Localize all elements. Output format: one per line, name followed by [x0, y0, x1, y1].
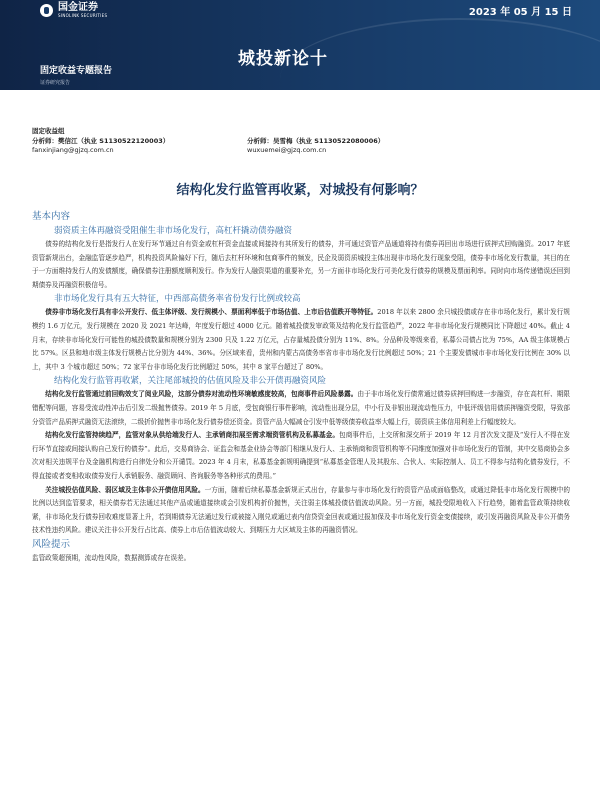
header-banner: [0, 0, 600, 90]
paragraph-4-lead: 结构化发行监管持续趋严，监管对象从供给端发行人、主承销商扣展至需求端资管机构及私募基金。: [45, 431, 340, 440]
logo-name-cn: 国金证券: [58, 1, 98, 13]
paragraph-2-lead: 债券非市场化发行具有非公开发行、低主体评级、发行规模小、票面利率低于市场估值、上市后估值跌开等特征。: [45, 308, 378, 317]
logo-name-en: SINOLINK SECURITIES: [58, 12, 108, 18]
paragraph-5-lead: 关注城投估值风险、弱区域及主体非公开债信用风险。: [45, 485, 205, 494]
report-subtype: 证券研究报告: [40, 80, 71, 86]
section-heading-basic: 基本内容: [32, 211, 71, 222]
logo-icon: [40, 4, 53, 17]
section-heading-risk: 风险提示: [32, 538, 71, 550]
series-title: 城投新论十: [238, 49, 328, 69]
subheading-2: 非市场化发行具有五大特征，中西部高债务率省份发行比例或较高: [54, 294, 301, 305]
subheading-3: 结构化发行监管再收紧，关注尾部城投的估值风险及非公开债再融资风险: [54, 376, 327, 387]
paragraph-5: [32, 484, 570, 538]
report-body: [32, 210, 570, 565]
paragraph-2-text: 2018 年以来 2800 余只城投债或存在非市场化发行，累计发行规模约 1.6 万亿元，发行规模在 2020 及 2021 年达峰，年度发行超过 4000 亿元。随着城投债发审政策及结构化发行监管趋严，2022 年非市场化发行规模同比下降超过 40%。截止 4 月末，存续非市场化发行可能性的城投债数量和规模分别为 2300 只及 1.22 万亿元，占存量城投债分别为 11%、8%。分品种及等级来看，私募公司债占比为 75%，AA 级主体规模占比 57%。区县和地市级主体发行规模占比分别为 44%、36%。分区域来看，贵州和内蒙古高债务率省市非市场化发行比例超过 50%；21 个主要发债城市非市场化发行比例在 30% 以上，其中 3 个城市超过 50%；72 家平台非市场化发行比例超过 50%，其中 8 家平台超过了 80%。: [32, 308, 570, 371]
analyst-2: 分析师：吴雪梅（执业 S1130522080006）: [247, 136, 385, 145]
report-title: 结构化发行监管再收紧，对城投有何影响？: [176, 183, 424, 198]
paragraph-2: [32, 306, 570, 374]
paragraph-3-lead: 结构化发行监管通过前回购效支了阅业风险，这部分债券对流动性环境敏感度较高，包商事件后风险暴露。: [45, 390, 358, 399]
group-label: 固定收益组: [32, 127, 65, 135]
report-date: 2023 年 05 月 15 日: [468, 7, 572, 18]
paragraph-4: [32, 429, 570, 483]
paragraph-3: [32, 388, 570, 429]
paragraph-1: 债券的结构化发行是指发行人在发行环节通过自有资金或杠杆资金直接或间接持有其所发行的债券，并可通过资管产品通道将持有债券再回出市场进行质押式回购融资。2017 年底资管新规出台，金融监管逐步趋严，机构投资风险偏好下行，随后去杠杆环境和包商事件的频发，民企及弱资质城投主体出现非市场化发行现象受阻，债券非市场化发行数量，其目的在于一方面维持发行人的发债额度，确保债券注册额度顺利发行。作为发行人融资渠道的重要补充，另一方面非市场化发行可美化发行债券的规模及票面利率。同时向市场传递错误还回到期债券及再融资积极信号。: [32, 240, 570, 289]
analyst-1-email[interactable]: fanxinjiang@gjzq.com.cn: [32, 146, 114, 154]
analyst-2-email[interactable]: wuxuemei@gjzq.com.cn: [247, 146, 327, 154]
paragraph-3-text: 由于非市场化发行债常通过债券质押回购进一步融资，存在高杠杆、期限错配等问题，容易受流动性冲击后引发二级抛售债券。2019 年 5 月底，受包商银行事件影响，流动性出现分层，中小行及非银出现流动性压力，中低评级信用债质押融资受限，导致部分资管产品质押式融资无法滚续，二级折价抛售非市场化发行债券偿还资金。资管产品大幅减仓引发中低等级债券收益率大幅上行，弱资质主体信用利差上行幅度较大。: [32, 390, 571, 426]
analyst-info: [32, 127, 572, 156]
subheading-1: 弱资质主体再融资受阻催生非市场化发行，高杠杆撬动债券融资: [54, 226, 293, 236]
report-type: 固定收益专题报告: [40, 66, 113, 76]
analyst-1: 分析师：樊信江（执业 S1130522120003）: [32, 136, 170, 145]
company-logo: [40, 0, 107, 20]
paragraph-4-text: 包商事件后，上交所和深交所于 2019 年 12 月首次发文提及“发行人不得在发行环节直接或间接认购自己发行的债券”。此后，交易商协会、证监会和基金业协会等部门相继从发行人、主承销商和资管机构等不同维度加强对非市场化发行的管制，其中交易商协会多次对相关违规平台及金融机构进行自律处分和公开谴罚。2023 年 4 月末，私募基金新规明确提到“私募基金管理人及其股东、合伙人、实际控制人、员工不得参与结构化债券发行，不得直接或者变相收取债券发行人承销服务、融资顾问、咨询服务等各种形式的费用。”: [32, 431, 570, 480]
risk-text: 监管政策超预期，流动性风险，数据测算或存在误差。: [32, 553, 191, 562]
paragraph-5-text: 一方面，随着后续私募基金新规正式出台，存量参与非市场化发行的资管产品或面临整改，或通过降低非市场化发行规模中的比例以达到监管要求，相关债券若无法通过其他产品或通道接续或会引发机构折价抛售，关注弱主体城投债估值波动风险。另一方面，城投受限地收入下行趋势，随着监管政策持续收紧，非市场化发行债券回收难度显著上升，若到期债券无法通过发行或被接入刚兑或通过表内信贷资金回表或通过报加保及非市场化发行资金变债接续，或引发再融资风险及非公开债务技术性违约风险。建议关注非公开发行占比高、债券上市后估值波动较大、到期压力大区域及主体的再融资情况。: [32, 485, 570, 535]
